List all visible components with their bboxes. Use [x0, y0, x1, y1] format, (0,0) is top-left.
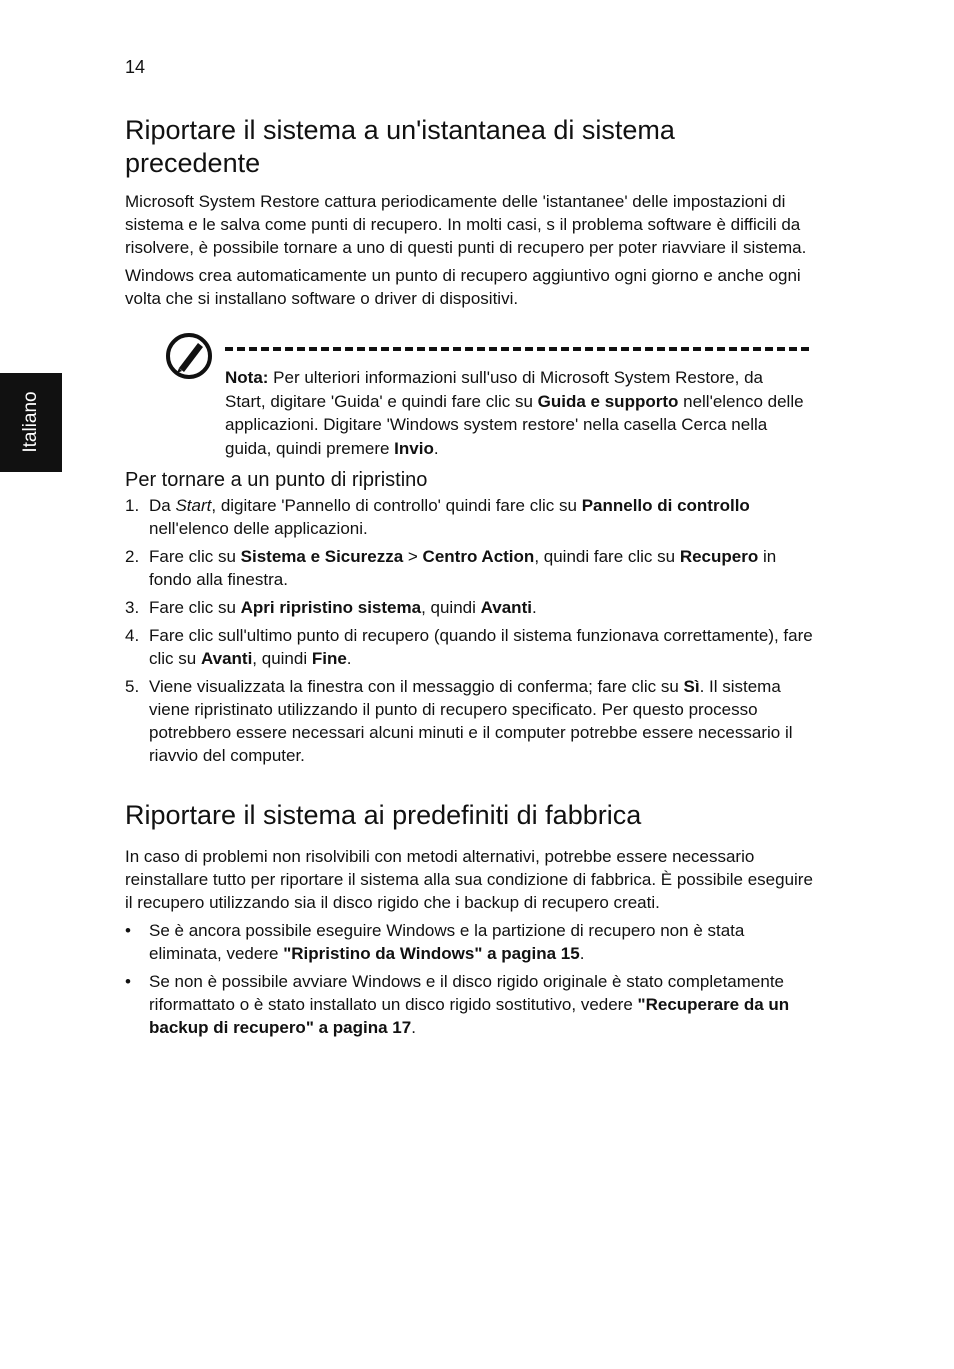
- step-number: 2.: [125, 547, 140, 566]
- step-text: . Il sistema viene ripristinato utilizzando il punto di recupero specificato. Per questo processo potrebbero essere necessari alcuni minuti e il computer potrebbe essere necessario il riavvio del computer.: [149, 677, 793, 765]
- bullet-text: .: [411, 1018, 416, 1037]
- step-text: Fare clic sull'ultimo punto di recupero (quando il sistema funzionava correttamente), fare clic su: [149, 626, 813, 668]
- step-number: 5.: [125, 677, 140, 696]
- section-title-factory-reset: Riportare il sistema ai predefiniti di fabbrica: [125, 800, 642, 830]
- cross-reference-link: "Ripristino da Windows" a pagina 15: [283, 944, 580, 963]
- bullet-text: Se non è possibile avviare Windows e il disco rigido originale è stato completamente riformattato o è stato installato un disco rigido sostitutivo, vedere: [149, 972, 785, 1014]
- page-number: 14: [125, 57, 146, 77]
- bullet-marker: •: [125, 921, 131, 940]
- note-text: [225, 366, 805, 460]
- section-title-restore-snapshot: Riportare il sistema a un'istantanea di sistema precedente: [125, 115, 675, 178]
- language-label: Italiano: [20, 391, 41, 453]
- step-bold: Sistema e Sicurezza: [240, 547, 404, 566]
- step-number: 3.: [125, 598, 140, 617]
- bullet-text: .: [579, 944, 585, 963]
- note-bold-invio: Invio: [394, 438, 434, 458]
- list-item: [125, 675, 815, 767]
- step-text: , quindi: [252, 649, 312, 668]
- step-text: .: [531, 598, 537, 617]
- step-text: >: [403, 547, 423, 566]
- bullet-marker: •: [125, 972, 131, 991]
- step-bold: Sì: [683, 677, 700, 696]
- list-item: [125, 596, 815, 619]
- paragraph-factory-reset-intro: In caso di problemi non risolvibili con metodi alternativi, potrebbe essere necessario reinstallare tutto per riportare il sistema alla sua condizione di fabbrica. È possibile eseguire il recupero utilizzando sia il disco rigido che i backup di recupero creati.: [125, 847, 813, 912]
- step-text: , quindi: [421, 598, 481, 617]
- cross-reference-link: "Recuperare da un backup di recupero" a pagina 17: [149, 995, 790, 1037]
- paragraph-system-restore-intro: Microsoft System Restore cattura periodicamente delle 'istantanee' delle impostazioni di sistema e le salva come punti di recupero. In molti casi, s il problema software è difficili da risolvere, è possibile tornare a uno di questi punti di recupero per poter riavviare il sistema.: [125, 192, 807, 257]
- step-text: nell'elenco delle applicazioni.: [149, 519, 368, 538]
- language-side-tab: [0, 373, 62, 472]
- restore-steps-heading: Per tornare a un punto di ripristino: [125, 469, 428, 491]
- note-text-part: Per ulteriori informazioni sull'uso di Microsoft System Restore, da Start, digitare 'Guida' e quindi fare clic su: [225, 368, 763, 411]
- list-item: [125, 545, 815, 591]
- note-text-part: .: [433, 438, 439, 458]
- list-item: [125, 624, 815, 670]
- step-text: Da: [149, 496, 176, 515]
- note-divider: [225, 347, 809, 351]
- list-item: [125, 494, 815, 540]
- step-italic: Start: [175, 496, 212, 515]
- bullet-text: Se è ancora possibile eseguire Windows e la partizione di recupero non è stata eliminata, vedere: [149, 921, 745, 963]
- step-text: , digitare 'Pannello di controllo' quindi fare clic su: [211, 496, 582, 515]
- note-block: [125, 328, 815, 456]
- note-label: Nota:: [225, 368, 269, 387]
- step-text: Fare clic su: [149, 598, 241, 617]
- step-bold: Recupero: [679, 547, 759, 566]
- step-text: , quindi fare clic su: [534, 547, 680, 566]
- step-bold: Avanti: [200, 649, 253, 668]
- step-bold: Avanti: [480, 598, 532, 617]
- step-number: 4.: [125, 626, 140, 645]
- step-text: Fare clic su: [149, 547, 241, 566]
- list-item: [125, 919, 815, 965]
- step-bold: Centro Action: [422, 547, 535, 566]
- step-text: .: [346, 649, 352, 668]
- step-text: in fondo alla finestra.: [149, 547, 777, 589]
- step-text: Viene visualizzata la finestra con il messaggio di conferma; fare clic su: [149, 677, 684, 696]
- list-item: [125, 970, 815, 1039]
- step-number: 1.: [125, 496, 140, 515]
- step-bold: Pannello di controllo: [581, 496, 750, 515]
- step-bold: Fine: [311, 649, 347, 668]
- note-pen-icon: [165, 332, 213, 380]
- page-content: [125, 114, 815, 1044]
- note-text-part: nell'elenco delle applicazioni. Digitare 'Windows system restore' nella casella Cerca nella guida, quindi premere: [225, 391, 804, 458]
- paragraph-restore-point-auto: Windows crea automaticamente un punto di recupero aggiuntivo ogni giorno e anche ogni volta che si installano software o driver di dispositivi.: [125, 266, 801, 308]
- factory-reset-options-list: [125, 919, 815, 1039]
- restore-steps-list: [125, 494, 815, 767]
- note-bold-guida: Guida e supporto: [537, 391, 679, 411]
- step-bold: Apri ripristino sistema: [240, 598, 422, 617]
